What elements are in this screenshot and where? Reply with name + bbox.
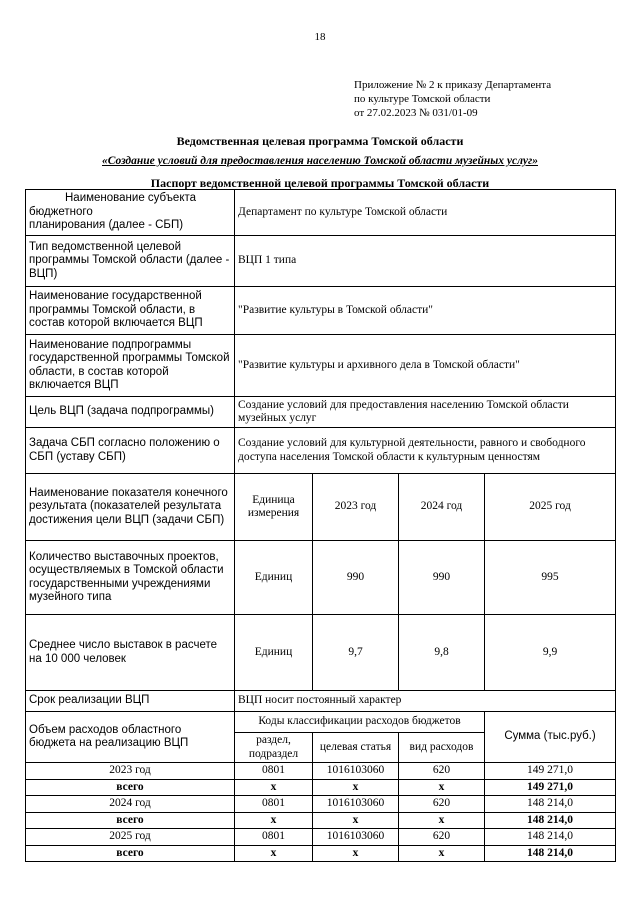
- expense-total-sum: 148 214,0: [485, 845, 616, 862]
- program-title: Ведомственная целевая программа Томской области: [176, 134, 464, 148]
- passport-title: Паспорт ведомственной целевой программы Томской области: [150, 176, 490, 190]
- expense-row-kind: 620: [399, 796, 485, 813]
- indicators-header-unit: Единица измерения: [235, 474, 313, 541]
- row-subject: [26, 190, 616, 236]
- appendix-line-2: по культуре Томской области: [354, 93, 491, 105]
- expense-total-sum: 149 271,0: [485, 779, 616, 796]
- indicators-header-2023: 2023 год: [313, 474, 399, 541]
- expense-row-section: 0801: [235, 829, 313, 846]
- expense-row-section: 0801: [235, 796, 313, 813]
- expense-total-section: х: [235, 845, 313, 862]
- row-term: [26, 691, 616, 712]
- row-type: [26, 236, 616, 287]
- subject-label-line-1: Наименование субъекта: [65, 192, 197, 205]
- appendix-line-1: Приложение № 2 к приказу Департамента: [354, 79, 552, 91]
- goal-value: Создание условий для предоставления населению Томской области музейных услуг: [235, 397, 616, 428]
- row-expenses-header-1: [26, 712, 616, 733]
- indicator-2-2024: 9,8: [399, 615, 485, 691]
- expense-row-section: 0801: [235, 763, 313, 780]
- expense-row-target: 1016103060: [313, 829, 399, 846]
- goal-label: Цель ВЦП (задача подпрограммы): [26, 397, 235, 428]
- subject-value: Департамент по культуре Томской области: [235, 190, 616, 236]
- expense-row-2024: [26, 796, 616, 813]
- row-task: [26, 428, 616, 474]
- row-goal: [26, 397, 616, 428]
- expense-row-2025: [26, 829, 616, 846]
- row-state-program: [26, 287, 616, 335]
- row-indicators-header: [26, 474, 616, 541]
- term-label: Срок реализации ВЦП: [26, 691, 235, 712]
- indicator-1-2025: 995: [485, 541, 616, 615]
- indicator-1-2024: 990: [399, 541, 485, 615]
- expense-total-target: х: [313, 845, 399, 862]
- expense-row-label: 2025 год: [26, 829, 235, 846]
- expense-total-section: х: [235, 812, 313, 829]
- expense-total-kind: х: [399, 779, 485, 796]
- expense-total-sum: 148 214,0: [485, 812, 616, 829]
- expenses-sum-header: Сумма (тыс.руб.): [485, 712, 616, 763]
- expense-total-2025: [26, 845, 616, 862]
- expense-total-kind: х: [399, 812, 485, 829]
- expense-row-target: 1016103060: [313, 796, 399, 813]
- state-program-label: Наименование государственной программы Томской области, в состав которой включается ВЦП: [26, 287, 235, 335]
- state-program-value: "Развитие культуры в Томской области": [235, 287, 616, 335]
- type-label: Тип ведомственной целевой программы Томской области (далее - ВЦП): [26, 236, 235, 287]
- subject-label: [26, 190, 235, 236]
- expenses-label: Объем расходов областного бюджета на реализацию ВЦП: [26, 712, 235, 763]
- passport-table: [25, 189, 616, 862]
- subprogram-label: Наименование подпрограммы государственной программы Томской области, в состав которой включается ВЦП: [26, 335, 235, 397]
- expense-row-kind: 620: [399, 829, 485, 846]
- expense-total-2023: [26, 779, 616, 796]
- page-number: 18: [314, 31, 326, 43]
- indicator-2-2025: 9,9: [485, 615, 616, 691]
- expense-total-section: х: [235, 779, 313, 796]
- indicator-2-name: Среднее число выставок в расчете на 10 000 человек: [26, 615, 235, 691]
- row-subprogram: [26, 335, 616, 397]
- program-name: «Создание условий для предоставления населению Томской области музейных услуг»: [102, 155, 538, 167]
- expense-total-label: всего: [26, 779, 235, 796]
- expenses-codes-header: Коды классификации расходов бюджетов: [235, 712, 485, 733]
- subprogram-value: "Развитие культуры и архивного дела в Томской области": [235, 335, 616, 397]
- expense-total-target: х: [313, 779, 399, 796]
- indicator-1-2023: 990: [313, 541, 399, 615]
- row-indicator-1: [26, 541, 616, 615]
- indicator-1-unit: Единиц: [235, 541, 313, 615]
- task-value: Создание условий для культурной деятельности, равного и свободного доступа населения Томской области к культурным ценностям: [235, 428, 616, 474]
- row-indicator-2: [26, 615, 616, 691]
- expense-row-target: 1016103060: [313, 763, 399, 780]
- expense-row-sum: 148 214,0: [485, 829, 616, 846]
- term-value: ВЦП носит постоянный характер: [235, 691, 616, 712]
- indicators-header-label: Наименование показателя конечного результата (показателей результата достижения цели ВЦП (задачи СБП): [26, 474, 235, 541]
- appendix-line-3: от 27.02.2023 № 031/01-09: [354, 107, 478, 119]
- expense-total-kind: х: [399, 845, 485, 862]
- expenses-kind-header: вид расходов: [399, 733, 485, 763]
- task-label: Задача СБП согласно положению о СБП (уставу СБП): [26, 428, 235, 474]
- expense-total-label: всего: [26, 845, 235, 862]
- expense-total-2024: [26, 812, 616, 829]
- indicators-header-2024: 2024 год: [399, 474, 485, 541]
- type-value: ВЦП 1 типа: [235, 236, 616, 287]
- expense-row-sum: 149 271,0: [485, 763, 616, 780]
- expenses-section-header: раздел, подраздел: [235, 733, 313, 763]
- expense-row-label: 2024 год: [26, 796, 235, 813]
- expense-row-kind: 620: [399, 763, 485, 780]
- expense-total-label: всего: [26, 812, 235, 829]
- expense-row-sum: 148 214,0: [485, 796, 616, 813]
- subject-label-line-3: планирования (далее - СБП): [29, 219, 184, 232]
- expense-total-target: х: [313, 812, 399, 829]
- appendix-note: [354, 78, 551, 120]
- subject-label-line-2: бюджетного: [29, 205, 93, 218]
- indicator-2-2023: 9,7: [313, 615, 399, 691]
- indicator-1-name: Количество выставочных проектов, осуществляемых в Томской области государственными учреждениями музейного типа: [26, 541, 235, 615]
- expense-row-2023: [26, 763, 616, 780]
- expenses-target-header: целевая статья: [313, 733, 399, 763]
- indicators-header-2025: 2025 год: [485, 474, 616, 541]
- indicator-2-unit: Единиц: [235, 615, 313, 691]
- expense-row-label: 2023 год: [26, 763, 235, 780]
